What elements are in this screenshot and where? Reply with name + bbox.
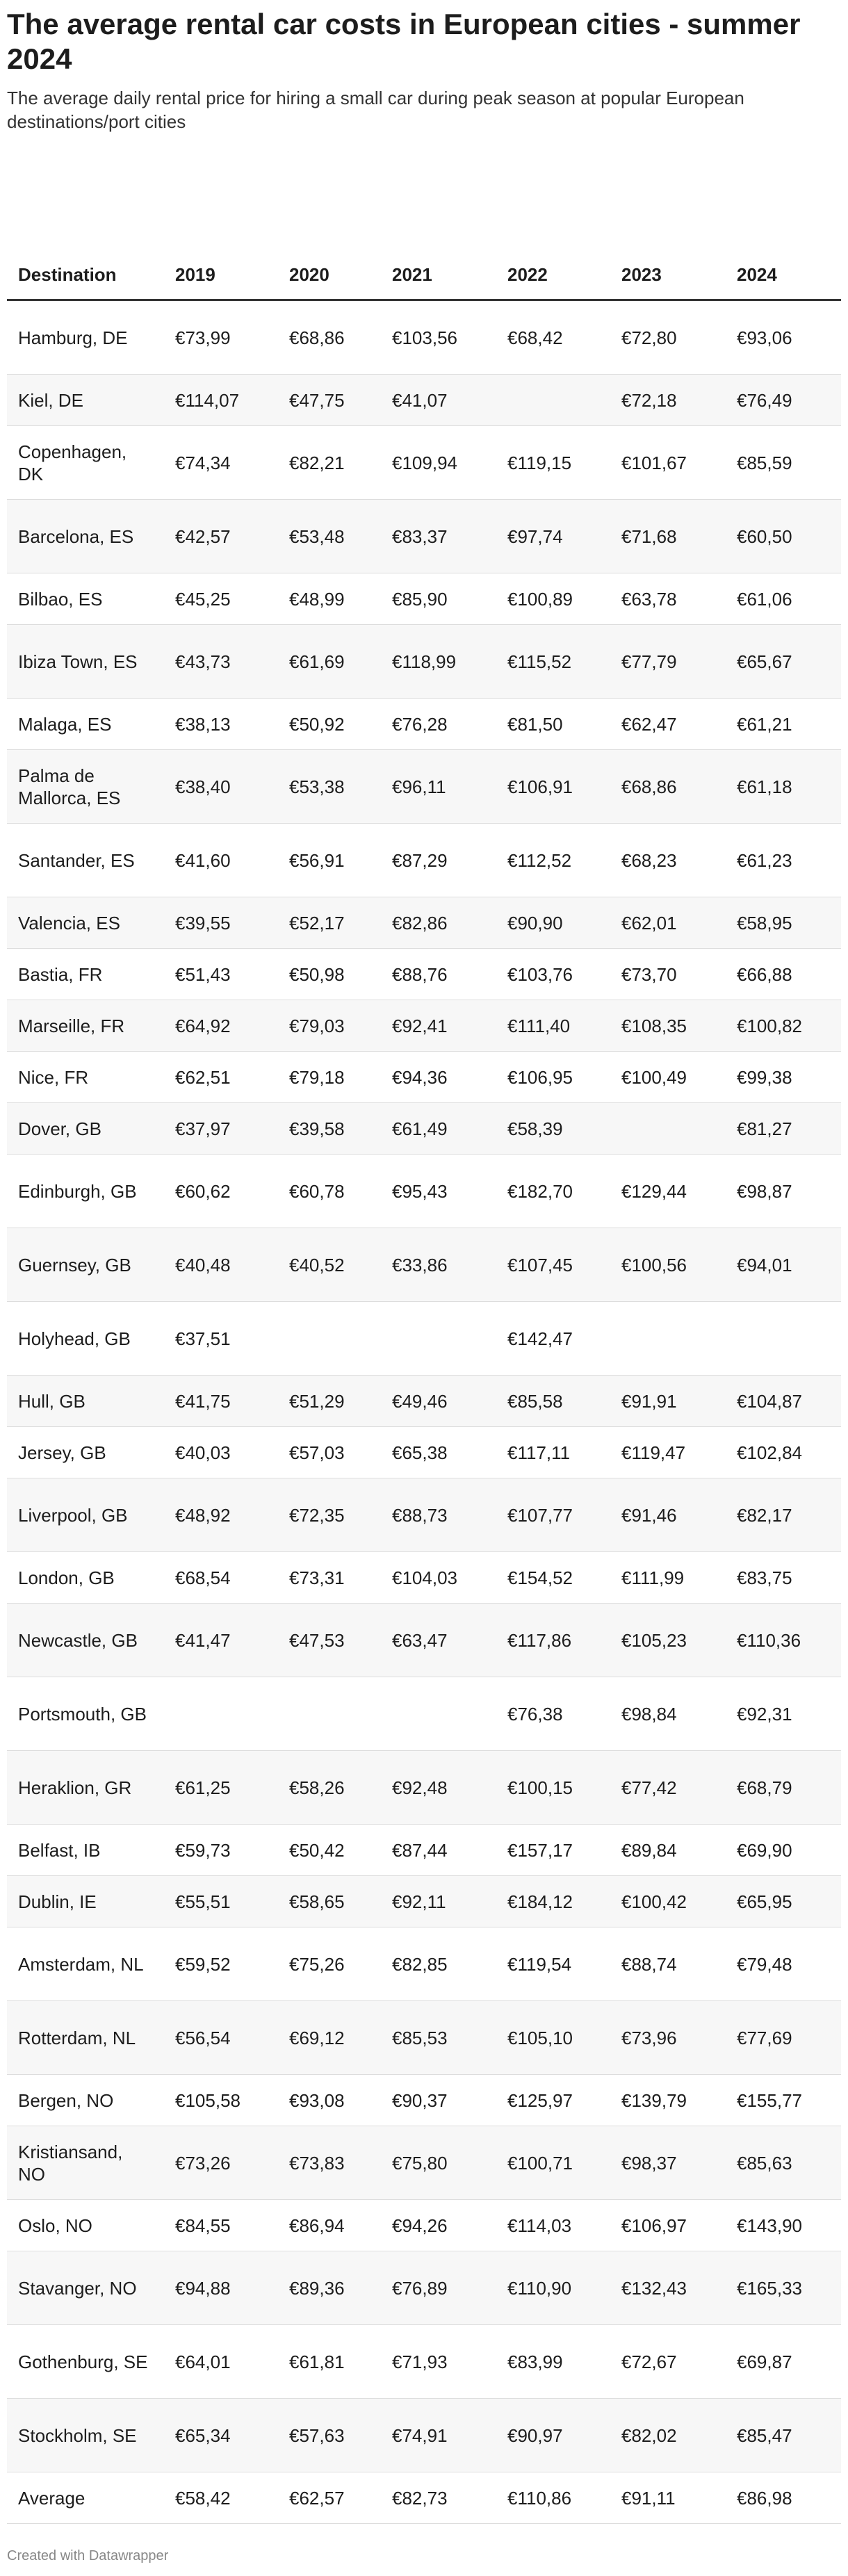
- price-cell-2024: €85,59: [726, 426, 841, 500]
- price-cell-2024: €79,48: [726, 1927, 841, 2001]
- price-cell-2023: €105,23: [610, 1604, 726, 1677]
- price-cell-2023: €77,42: [610, 1751, 726, 1825]
- price-cell-2019: €105,58: [164, 2075, 278, 2126]
- price-cell-2022: €103,76: [496, 949, 610, 1000]
- price-cell-2022: €107,45: [496, 1228, 610, 1302]
- price-cell-2020: €58,65: [278, 1876, 381, 1927]
- price-cell-2021: €92,11: [381, 1876, 496, 1927]
- price-cell-2022: €100,89: [496, 573, 610, 625]
- destination-cell: Belfast, IB: [7, 1825, 164, 1876]
- price-cell-2019: €65,34: [164, 2399, 278, 2472]
- destination-cell: Dublin, IE: [7, 1876, 164, 1927]
- destination-cell: Bastia, FR: [7, 949, 164, 1000]
- destination-cell: Nice, FR: [7, 1052, 164, 1103]
- price-cell-2024: €58,95: [726, 897, 841, 949]
- price-cell-2020: €60,78: [278, 1155, 381, 1228]
- price-cell-2022: €111,40: [496, 1000, 610, 1052]
- price-cell-2019: €56,54: [164, 2001, 278, 2075]
- price-cell-2021: €41,07: [381, 375, 496, 426]
- price-cell-2019: €59,52: [164, 1927, 278, 2001]
- price-cell-2024: €85,63: [726, 2126, 841, 2200]
- price-cell-2024: €69,87: [726, 2325, 841, 2399]
- price-cell-2019: €73,26: [164, 2126, 278, 2200]
- price-cell-2020: €57,03: [278, 1427, 381, 1478]
- price-cell-2022: €117,11: [496, 1427, 610, 1478]
- price-cell-2019: €38,40: [164, 750, 278, 824]
- price-cell-2023: €63,78: [610, 573, 726, 625]
- price-cell-2024: €86,98: [726, 2472, 841, 2524]
- price-cell-2024: €165,33: [726, 2251, 841, 2325]
- price-cell-2019: €61,25: [164, 1751, 278, 1825]
- price-cell-2020: €57,63: [278, 2399, 381, 2472]
- price-cell-2020: €58,26: [278, 1751, 381, 1825]
- price-cell-2022: €110,90: [496, 2251, 610, 2325]
- price-cell-2022: €90,97: [496, 2399, 610, 2472]
- price-cell-2023: €108,35: [610, 1000, 726, 1052]
- price-cell-2020: [278, 1677, 381, 1751]
- destination-cell: Ibiza Town, ES: [7, 625, 164, 699]
- price-cell-2021: €88,73: [381, 1478, 496, 1552]
- table-row: [7, 2126, 841, 2200]
- table-row: [7, 1376, 841, 1427]
- column-header-2021: 2021: [381, 250, 496, 300]
- price-cell-2020: €79,18: [278, 1052, 381, 1103]
- price-cell-2019: €64,01: [164, 2325, 278, 2399]
- destination-cell: Santander, ES: [7, 824, 164, 897]
- price-cell-2024: €66,88: [726, 949, 841, 1000]
- price-cell-2019: €40,03: [164, 1427, 278, 1478]
- price-cell-2021: €75,80: [381, 2126, 496, 2200]
- price-cell-2022: €117,86: [496, 1604, 610, 1677]
- price-cell-2022: €119,54: [496, 1927, 610, 2001]
- destination-cell: Malaga, ES: [7, 699, 164, 750]
- average-row: [7, 2472, 841, 2524]
- price-cell-2022: €119,15: [496, 426, 610, 500]
- price-cell-2021: €118,99: [381, 625, 496, 699]
- price-cell-2021: €87,44: [381, 1825, 496, 1876]
- price-cell-2019: €39,55: [164, 897, 278, 949]
- price-cell-2020: €50,92: [278, 699, 381, 750]
- price-cell-2020: €53,48: [278, 500, 381, 573]
- table-row: [7, 573, 841, 625]
- table-row: [7, 2325, 841, 2399]
- price-cell-2024: €94,01: [726, 1228, 841, 1302]
- price-cell-2023: €119,47: [610, 1427, 726, 1478]
- destination-cell: Copenhagen, DK: [7, 426, 164, 500]
- destination-cell: London, GB: [7, 1552, 164, 1604]
- price-cell-2022: €105,10: [496, 2001, 610, 2075]
- column-header-2024: 2024: [726, 250, 841, 300]
- price-cell-2022: €110,86: [496, 2472, 610, 2524]
- price-cell-2020: €47,53: [278, 1604, 381, 1677]
- price-cell-2022: €97,74: [496, 500, 610, 573]
- price-cell-2021: [381, 1677, 496, 1751]
- price-cell-2024: €92,31: [726, 1677, 841, 1751]
- price-cell-2024: €102,84: [726, 1427, 841, 1478]
- price-cell-2021: [381, 1302, 496, 1376]
- price-cell-2021: €83,37: [381, 500, 496, 573]
- price-cell-2019: €48,92: [164, 1478, 278, 1552]
- price-cell-2020: €73,31: [278, 1552, 381, 1604]
- price-cell-2022: €100,15: [496, 1751, 610, 1825]
- price-cell-2022: €106,95: [496, 1052, 610, 1103]
- price-cell-2022: €85,58: [496, 1376, 610, 1427]
- price-cell-2019: €55,51: [164, 1876, 278, 1927]
- price-cell-2020: [278, 1302, 381, 1376]
- price-cell-2019: €40,48: [164, 1228, 278, 1302]
- price-cell-2021: €82,86: [381, 897, 496, 949]
- table-row: [7, 2075, 841, 2126]
- price-cell-2023: €72,67: [610, 2325, 726, 2399]
- price-cell-2021: €103,56: [381, 300, 496, 375]
- table-body: [7, 300, 841, 2524]
- price-cell-2020: €47,75: [278, 375, 381, 426]
- price-cell-2019: €60,62: [164, 1155, 278, 1228]
- price-cell-2020: €89,36: [278, 2251, 381, 2325]
- price-cell-2021: €65,38: [381, 1427, 496, 1478]
- column-header-2022: 2022: [496, 250, 610, 300]
- price-cell-2020: €72,35: [278, 1478, 381, 1552]
- destination-cell: Hull, GB: [7, 1376, 164, 1427]
- price-cell-2023: €71,68: [610, 500, 726, 573]
- price-cell-2019: €62,51: [164, 1052, 278, 1103]
- price-cell-2024: €61,23: [726, 824, 841, 897]
- footer-credit: Created with Datawrapper: [7, 2548, 169, 2563]
- table-header-row: [7, 250, 841, 300]
- price-cell-2021: €71,93: [381, 2325, 496, 2399]
- price-cell-2023: €132,43: [610, 2251, 726, 2325]
- price-cell-2024: €61,18: [726, 750, 841, 824]
- destination-cell: Amsterdam, NL: [7, 1927, 164, 2001]
- price-cell-2021: €85,90: [381, 573, 496, 625]
- price-cell-2024: €85,47: [726, 2399, 841, 2472]
- price-cell-2023: €129,44: [610, 1155, 726, 1228]
- price-cell-2020: €61,81: [278, 2325, 381, 2399]
- destination-cell: Stavanger, NO: [7, 2251, 164, 2325]
- price-cell-2023: €72,18: [610, 375, 726, 426]
- column-header-2020: 2020: [278, 250, 381, 300]
- destination-cell: Kristiansand, NO: [7, 2126, 164, 2200]
- price-cell-2020: €79,03: [278, 1000, 381, 1052]
- table-row: [7, 1103, 841, 1155]
- price-cell-2021: €76,89: [381, 2251, 496, 2325]
- table-row: [7, 500, 841, 573]
- price-cell-2021: €90,37: [381, 2075, 496, 2126]
- price-cell-2022: €154,52: [496, 1552, 610, 1604]
- table-row: [7, 1876, 841, 1927]
- destination-cell: Holyhead, GB: [7, 1302, 164, 1376]
- price-cell-2020: €53,38: [278, 750, 381, 824]
- table-row: [7, 1052, 841, 1103]
- price-cell-2021: €104,03: [381, 1552, 496, 1604]
- price-cell-2024: €65,95: [726, 1876, 841, 1927]
- price-cell-2023: €91,11: [610, 2472, 726, 2524]
- table-row: [7, 2251, 841, 2325]
- price-cell-2019: €41,47: [164, 1604, 278, 1677]
- price-cell-2024: €82,17: [726, 1478, 841, 1552]
- destination-cell: Marseille, FR: [7, 1000, 164, 1052]
- price-cell-2022: €107,77: [496, 1478, 610, 1552]
- price-cell-2020: €51,29: [278, 1376, 381, 1427]
- price-cell-2021: €87,29: [381, 824, 496, 897]
- price-cell-2020: €50,42: [278, 1825, 381, 1876]
- price-cell-2019: €59,73: [164, 1825, 278, 1876]
- destination-cell: Portsmouth, GB: [7, 1677, 164, 1751]
- price-cell-2020: €75,26: [278, 1927, 381, 2001]
- price-cell-2023: €77,79: [610, 625, 726, 699]
- destination-cell: Bergen, NO: [7, 2075, 164, 2126]
- price-cell-2023: €100,56: [610, 1228, 726, 1302]
- table-row: [7, 824, 841, 897]
- table-row: [7, 1302, 841, 1376]
- price-cell-2024: €81,27: [726, 1103, 841, 1155]
- table-row: [7, 750, 841, 824]
- table-row: [7, 1604, 841, 1677]
- destination-cell: Bilbao, ES: [7, 573, 164, 625]
- destination-cell: Newcastle, GB: [7, 1604, 164, 1677]
- destination-cell: Hamburg, DE: [7, 300, 164, 375]
- price-cell-2023: €111,99: [610, 1552, 726, 1604]
- column-header-destination: Destination: [7, 250, 164, 300]
- rental-cost-table: [7, 250, 841, 2524]
- price-cell-2023: €62,01: [610, 897, 726, 949]
- price-cell-2024: €93,06: [726, 300, 841, 375]
- price-cell-2024: €77,69: [726, 2001, 841, 2075]
- price-cell-2021: €109,94: [381, 426, 496, 500]
- price-cell-2019: €37,51: [164, 1302, 278, 1376]
- price-cell-2022: €125,97: [496, 2075, 610, 2126]
- table-row: [7, 1000, 841, 1052]
- price-cell-2019: €94,88: [164, 2251, 278, 2325]
- price-cell-2024: €155,77: [726, 2075, 841, 2126]
- price-cell-2023: [610, 1103, 726, 1155]
- price-cell-2021: €82,73: [381, 2472, 496, 2524]
- table-row: [7, 1927, 841, 2001]
- price-cell-2019: €64,92: [164, 1000, 278, 1052]
- table-row: [7, 1825, 841, 1876]
- price-cell-2021: €49,46: [381, 1376, 496, 1427]
- price-cell-2023: €62,47: [610, 699, 726, 750]
- destination-cell: Valencia, ES: [7, 897, 164, 949]
- price-cell-2019: €114,07: [164, 375, 278, 426]
- price-cell-2024: €143,90: [726, 2200, 841, 2251]
- price-cell-2019: [164, 1677, 278, 1751]
- price-cell-2020: €52,17: [278, 897, 381, 949]
- price-cell-2019: €51,43: [164, 949, 278, 1000]
- price-cell-2022: €90,90: [496, 897, 610, 949]
- price-cell-2023: €88,74: [610, 1927, 726, 2001]
- price-cell-2019: €84,55: [164, 2200, 278, 2251]
- price-cell-2020: €56,91: [278, 824, 381, 897]
- price-cell-2024: €99,38: [726, 1052, 841, 1103]
- price-cell-2021: €76,28: [381, 699, 496, 750]
- price-cell-2021: €33,86: [381, 1228, 496, 1302]
- price-cell-2023: €106,97: [610, 2200, 726, 2251]
- column-header-2023: 2023: [610, 250, 726, 300]
- table-row: [7, 300, 841, 375]
- table-row: [7, 699, 841, 750]
- price-cell-2024: €68,79: [726, 1751, 841, 1825]
- price-cell-2020: €40,52: [278, 1228, 381, 1302]
- price-cell-2021: €82,85: [381, 1927, 496, 2001]
- price-cell-2022: €68,42: [496, 300, 610, 375]
- price-cell-2020: €68,86: [278, 300, 381, 375]
- price-cell-2021: €85,53: [381, 2001, 496, 2075]
- price-cell-2024: €65,67: [726, 625, 841, 699]
- price-cell-2022: €58,39: [496, 1103, 610, 1155]
- price-cell-2019: €43,73: [164, 625, 278, 699]
- price-cell-2020: €61,69: [278, 625, 381, 699]
- destination-cell: Average: [7, 2472, 164, 2524]
- price-cell-2023: €68,23: [610, 824, 726, 897]
- table-row: [7, 2001, 841, 2075]
- destination-cell: Gothenburg, SE: [7, 2325, 164, 2399]
- table-row: [7, 2399, 841, 2472]
- table-row: [7, 1427, 841, 1478]
- price-cell-2023: €101,67: [610, 426, 726, 500]
- table-row: [7, 1751, 841, 1825]
- price-cell-2024: €110,36: [726, 1604, 841, 1677]
- price-cell-2023: €82,02: [610, 2399, 726, 2472]
- price-cell-2019: €42,57: [164, 500, 278, 573]
- price-cell-2021: €95,43: [381, 1155, 496, 1228]
- price-cell-2024: €69,90: [726, 1825, 841, 1876]
- price-cell-2022: €112,52: [496, 824, 610, 897]
- price-cell-2023: €73,96: [610, 2001, 726, 2075]
- table-row: [7, 1677, 841, 1751]
- price-cell-2021: €74,91: [381, 2399, 496, 2472]
- destination-cell: Guernsey, GB: [7, 1228, 164, 1302]
- price-cell-2023: [610, 1302, 726, 1376]
- price-cell-2022: €182,70: [496, 1155, 610, 1228]
- price-cell-2022: €81,50: [496, 699, 610, 750]
- destination-cell: Oslo, NO: [7, 2200, 164, 2251]
- price-cell-2023: €98,84: [610, 1677, 726, 1751]
- price-cell-2020: €50,98: [278, 949, 381, 1000]
- price-cell-2022: €83,99: [496, 2325, 610, 2399]
- table-row: [7, 426, 841, 500]
- price-cell-2021: €96,11: [381, 750, 496, 824]
- price-cell-2023: €98,37: [610, 2126, 726, 2200]
- chart-subtitle: The average daily rental price for hiring a small car during peak season at popular European destinations/port cities: [7, 88, 744, 132]
- destination-cell: Stockholm, SE: [7, 2399, 164, 2472]
- chart-title: The average rental car costs in European cities - summer 2024: [7, 8, 801, 75]
- price-cell-2022: €76,38: [496, 1677, 610, 1751]
- destination-cell: Heraklion, GR: [7, 1751, 164, 1825]
- column-header-2019: 2019: [164, 250, 278, 300]
- price-cell-2021: €94,36: [381, 1052, 496, 1103]
- price-cell-2020: €93,08: [278, 2075, 381, 2126]
- price-cell-2023: €68,86: [610, 750, 726, 824]
- price-cell-2020: €39,58: [278, 1103, 381, 1155]
- price-cell-2023: €139,79: [610, 2075, 726, 2126]
- price-cell-2024: €104,87: [726, 1376, 841, 1427]
- price-cell-2022: €157,17: [496, 1825, 610, 1876]
- price-cell-2021: €92,48: [381, 1751, 496, 1825]
- price-cell-2022: €114,03: [496, 2200, 610, 2251]
- destination-cell: Barcelona, ES: [7, 500, 164, 573]
- destination-cell: Dover, GB: [7, 1103, 164, 1155]
- price-cell-2021: €92,41: [381, 1000, 496, 1052]
- price-cell-2023: €100,49: [610, 1052, 726, 1103]
- price-cell-2020: €73,83: [278, 2126, 381, 2200]
- price-cell-2019: €68,54: [164, 1552, 278, 1604]
- price-cell-2020: €82,21: [278, 426, 381, 500]
- price-cell-2019: €45,25: [164, 573, 278, 625]
- price-cell-2024: €61,21: [726, 699, 841, 750]
- table-row: [7, 1478, 841, 1552]
- table-row: [7, 625, 841, 699]
- price-cell-2022: €184,12: [496, 1876, 610, 1927]
- destination-cell: Jersey, GB: [7, 1427, 164, 1478]
- price-cell-2022: €106,91: [496, 750, 610, 824]
- destination-cell: Palma de Mallorca, ES: [7, 750, 164, 824]
- price-cell-2024: €100,82: [726, 1000, 841, 1052]
- table-row: [7, 1552, 841, 1604]
- price-cell-2023: €72,80: [610, 300, 726, 375]
- price-cell-2023: €91,91: [610, 1376, 726, 1427]
- price-cell-2019: €74,34: [164, 426, 278, 500]
- price-cell-2019: €41,60: [164, 824, 278, 897]
- price-cell-2022: €142,47: [496, 1302, 610, 1376]
- price-cell-2020: €62,57: [278, 2472, 381, 2524]
- price-cell-2020: €48,99: [278, 573, 381, 625]
- price-cell-2022: [496, 375, 610, 426]
- table-row: [7, 949, 841, 1000]
- price-cell-2021: €94,26: [381, 2200, 496, 2251]
- table-row: [7, 375, 841, 426]
- price-cell-2022: €115,52: [496, 625, 610, 699]
- price-cell-2022: €100,71: [496, 2126, 610, 2200]
- price-cell-2024: €61,06: [726, 573, 841, 625]
- price-cell-2020: €86,94: [278, 2200, 381, 2251]
- table-row: [7, 897, 841, 949]
- destination-cell: Kiel, DE: [7, 375, 164, 426]
- table-row: [7, 2200, 841, 2251]
- table-row: [7, 1228, 841, 1302]
- price-cell-2019: €38,13: [164, 699, 278, 750]
- price-cell-2024: [726, 1302, 841, 1376]
- price-cell-2024: €60,50: [726, 500, 841, 573]
- price-cell-2023: €89,84: [610, 1825, 726, 1876]
- price-cell-2024: €98,87: [726, 1155, 841, 1228]
- price-cell-2024: €83,75: [726, 1552, 841, 1604]
- price-cell-2021: €88,76: [381, 949, 496, 1000]
- price-cell-2019: €41,75: [164, 1376, 278, 1427]
- price-cell-2023: €91,46: [610, 1478, 726, 1552]
- destination-cell: Edinburgh, GB: [7, 1155, 164, 1228]
- price-cell-2023: €73,70: [610, 949, 726, 1000]
- destination-cell: Rotterdam, NL: [7, 2001, 164, 2075]
- price-cell-2019: €58,42: [164, 2472, 278, 2524]
- price-cell-2020: €69,12: [278, 2001, 381, 2075]
- price-cell-2021: €61,49: [381, 1103, 496, 1155]
- price-cell-2023: €100,42: [610, 1876, 726, 1927]
- price-cell-2019: €73,99: [164, 300, 278, 375]
- price-cell-2021: €63,47: [381, 1604, 496, 1677]
- price-cell-2019: €37,97: [164, 1103, 278, 1155]
- destination-cell: Liverpool, GB: [7, 1478, 164, 1552]
- price-cell-2024: €76,49: [726, 375, 841, 426]
- table-row: [7, 1155, 841, 1228]
